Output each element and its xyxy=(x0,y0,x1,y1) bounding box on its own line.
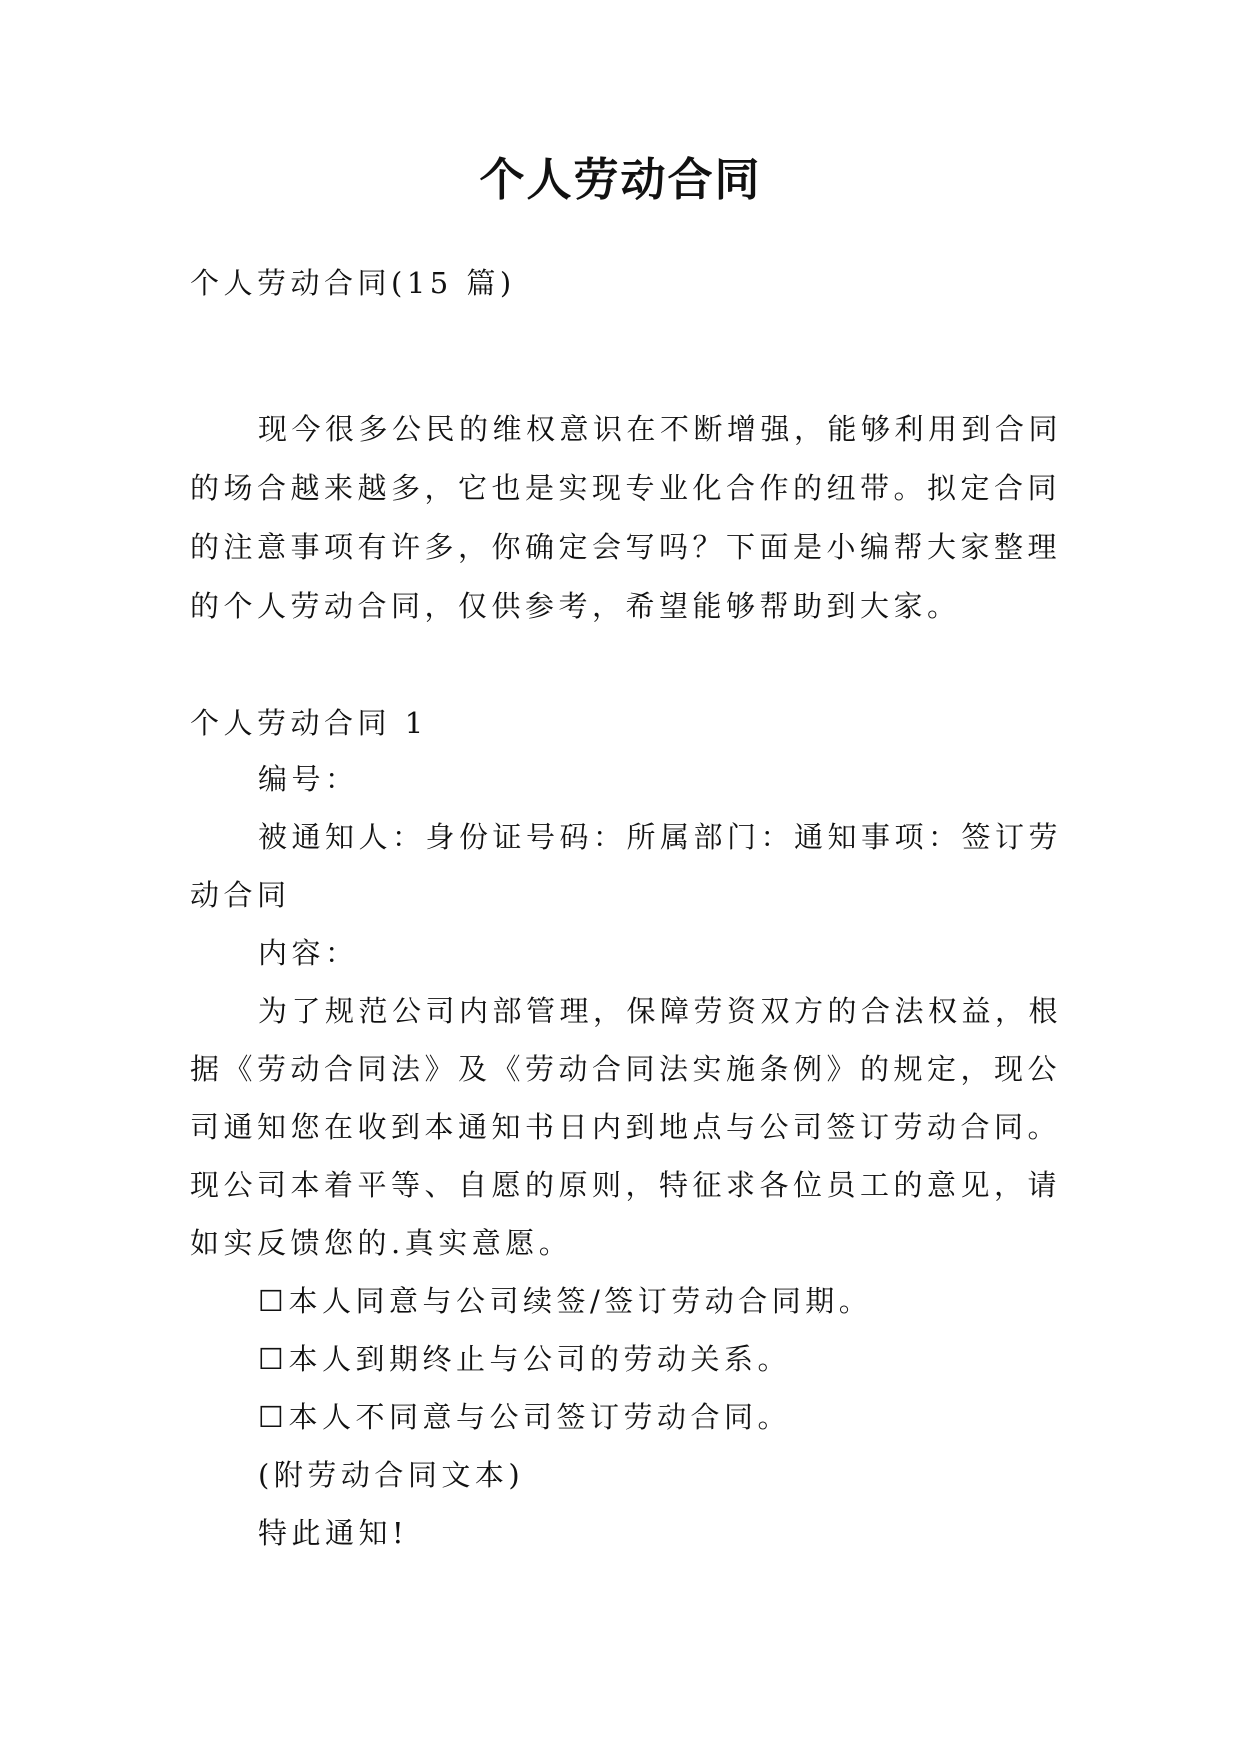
body-line: 现公司本着平等、自愿的原则，特征求各位员工的意见，请 xyxy=(190,1168,1062,1202)
option-label: 本人到期终止与公司的劳动关系。 xyxy=(288,1342,792,1376)
content-label: 内容： xyxy=(258,936,359,970)
subtitle: 个人劳动合同(15 篇) xyxy=(190,266,516,300)
checkbox-icon: ☐ xyxy=(258,1342,289,1376)
section-heading: 个人劳动合同 1 xyxy=(190,706,428,740)
intro-line: 的注意事项有许多，你确定会写吗？下面是小编帮大家整理 xyxy=(190,530,1062,564)
body-line: 如实反馈您的.真实意愿。 xyxy=(190,1226,573,1260)
option-label: 本人同意与公司续签/签订劳动合同期。 xyxy=(288,1284,873,1318)
option-item xyxy=(258,1339,791,1379)
option-label: 本人不同意与公司签订劳动合同。 xyxy=(288,1400,792,1434)
option-item xyxy=(258,1397,791,1437)
checkbox-icon: ☐ xyxy=(258,1284,289,1318)
body-line: 为了规范公司内部管理，保障劳资双方的合法权益，根 xyxy=(258,994,1063,1028)
body-line: 司通知您在收到本通知书日内到地点与公司签订劳动合同。 xyxy=(190,1110,1062,1144)
body-line: 据《劳动合同法》及《劳动合同法实施条例》的规定，现公 xyxy=(190,1052,1062,1086)
notice-line: 动合同 xyxy=(190,878,291,912)
intro-line: 的场合越来越多，它也是实现专业化合作的纽带。拟定合同 xyxy=(190,471,1062,505)
intro-line: 的个人劳动合同，仅供参考，希望能够帮助到大家。 xyxy=(190,589,961,623)
number-label: 编号： xyxy=(258,762,359,796)
checkbox-icon: ☐ xyxy=(258,1400,289,1434)
option-item xyxy=(258,1281,872,1321)
closing-text: 特此通知! xyxy=(258,1516,409,1550)
intro-line: 现今很多公民的维权意识在不断增强，能够利用到合同 xyxy=(258,412,1063,446)
attachment-note: (附劳动合同文本) xyxy=(258,1458,525,1492)
notice-line: 被通知人：身份证号码：所属部门：通知事项：签订劳 xyxy=(258,820,1063,854)
document-title: 个人劳动合同 xyxy=(479,153,762,206)
